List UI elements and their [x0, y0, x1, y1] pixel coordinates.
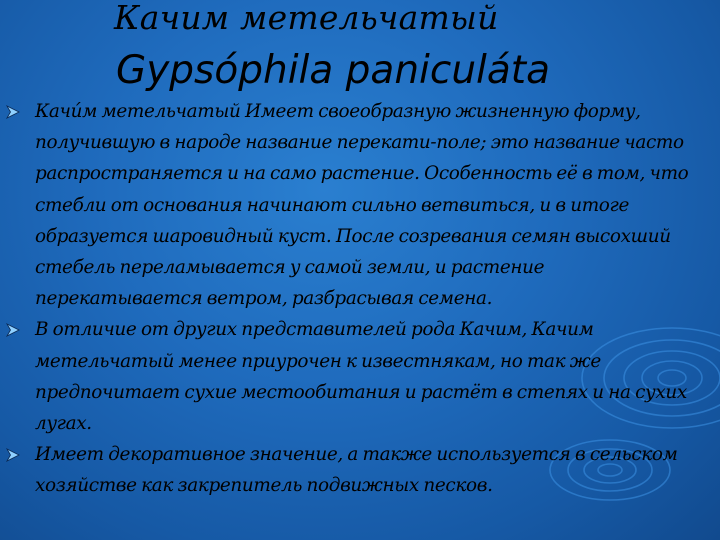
bullet-item	[0, 314, 720, 439]
bullet-text: Имеет декоративное значение, а также используется в сельском хозяйстве как закрепитель подвижных песков.	[35, 444, 678, 497]
bullet-list	[0, 96, 720, 502]
arrowhead-bullet-icon	[6, 323, 20, 337]
arrowhead-bullet-icon	[6, 448, 20, 462]
bullet-item	[0, 439, 720, 501]
bullet-text: Качи́м метельчатый Имеет своеобразную жизненную форму, получившую в народе название перекати-поле; это название часто распространяется и на само растение. Особенность её в том, что стебли от основания начинают сильно ветвиться, и в итоге образуется шаровидный куст. После созревания семян высохший стебель переламывается у самой земли, и растение перекатывается ветром, разбрасывая семена.	[35, 101, 689, 310]
bullet-text: В отличие от других представителей рода Качим, Качим метельчатый менее приурочен к известнякам, но так же предпочитает сухие местообитания и растёт в степях и на сухих лугах.	[35, 319, 687, 435]
arrowhead-bullet-icon	[6, 105, 20, 119]
slide-title: Качим метельчатый	[114, 0, 499, 37]
slide-subtitle-latin: Gypsóphila paniculáta	[116, 48, 550, 93]
bullet-item	[0, 96, 720, 314]
